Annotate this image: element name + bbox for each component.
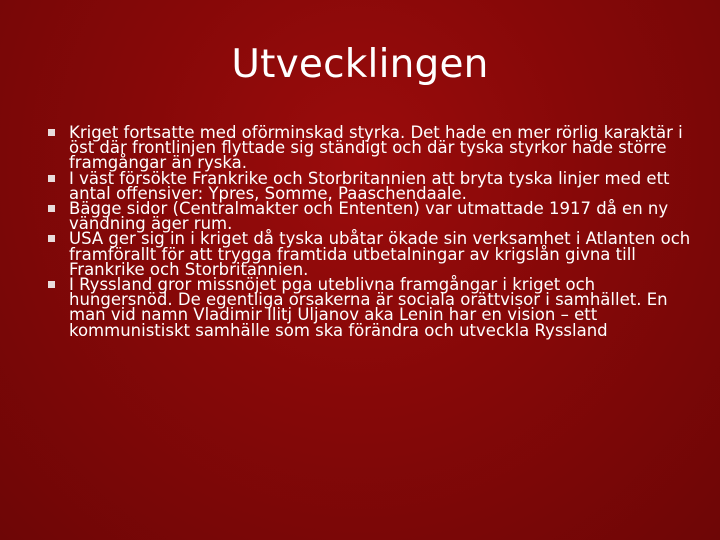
bullet-text: USA ger sig in i kriget då tyska ubåtar ökade sin verksamhet i Atlanten och framförallt för att trygga framtida utbetalningar av krigslån givna till Frankrike och Storbritannien.	[69, 229, 691, 279]
bullet-item	[48, 125, 698, 171]
square-bullet-icon	[48, 129, 55, 136]
bullet-text: I Ryssland gror missnöjet pga uteblivna framgångar i kriget och hungersnöd. De egentliga orsakerna är sociala orättvisor i samhället. En man vid namn Vladimir Ilitj Uljanov aka Lenin har en vision – ett kommunistiskt samhälle som ska förändra och utveckla Ryssland	[69, 275, 668, 340]
bullet-text: Bägge sidor (Centralmakter och Ententen) var utmattade 1917 då en ny vändning äger rum.	[69, 199, 669, 234]
bullet-item	[48, 199, 698, 234]
slide-title: Utvecklingen	[231, 42, 489, 87]
bullet-item	[48, 168, 698, 203]
square-bullet-icon	[48, 281, 55, 288]
bullet-item	[48, 277, 698, 338]
bullet-text: Kriget fortsatte med oförminskad styrka. Det hade en mer rörlig karaktär i öst där frontlinjen flyttade sig ständigt och där tyska styrkor hade större framgångar än ryska.	[69, 123, 683, 173]
bullet-text: I väst försökte Frankrike och Storbritannien att bryta tyska linjer med ett antal offensiver: Ypres, Somme, Paaschendaale.	[69, 168, 670, 203]
square-bullet-icon	[48, 205, 55, 212]
bullet-list	[48, 125, 698, 338]
bullet-item	[48, 231, 698, 277]
square-bullet-icon	[48, 235, 55, 242]
square-bullet-icon	[48, 175, 55, 182]
